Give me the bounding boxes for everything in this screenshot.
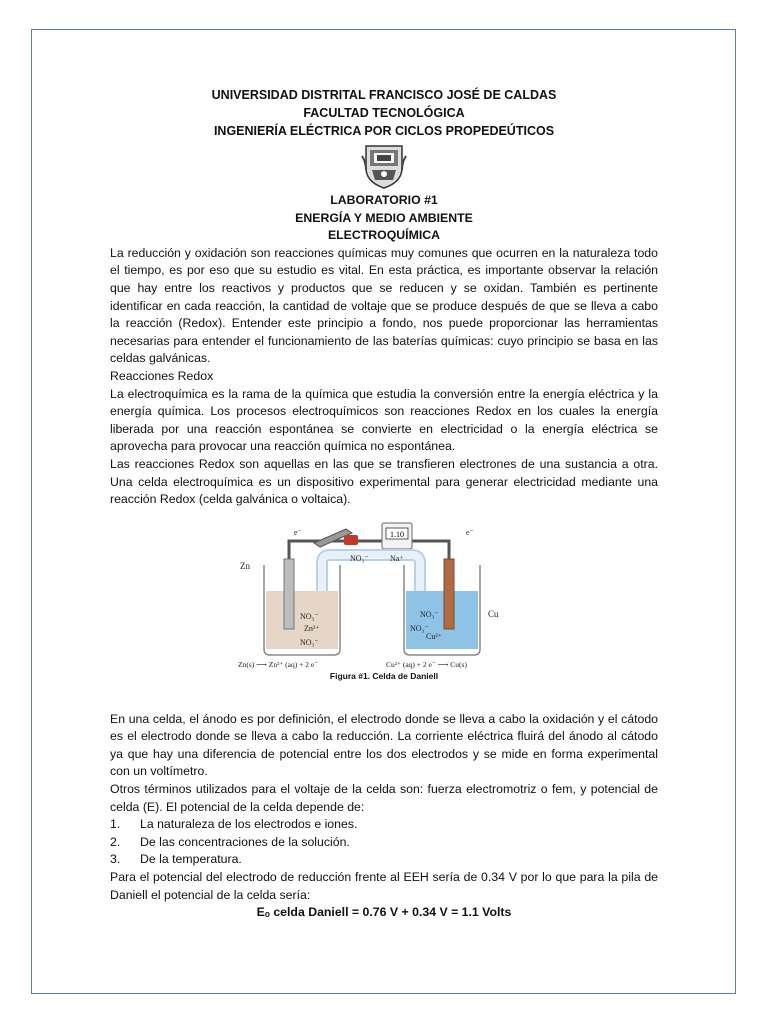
equation-cathode: Cu²⁺ (aq) + 2 e⁻ ⟶ Cu(s) bbox=[386, 659, 467, 669]
list-number: 3. bbox=[110, 852, 121, 867]
lab-topic: ELECTROQUÍMICA bbox=[327, 228, 441, 243]
daniell-cell-diagram bbox=[234, 521, 534, 669]
figure-caption: Figura #1. Celda de Daniell bbox=[329, 670, 439, 681]
list-text: De la temperatura. bbox=[140, 852, 242, 867]
electrochemistry-paragraph: La electroquímica es la rama de la química que estudia la conversión entre la energía eléctrica y la energía química. Los procesos electroquímicos son reacciones Redox en los cuales la energía liberada por una reacción espontánea se convierte en electricidad o la energía eléctrica se aprovecha para provocar una reacción química no espontánea. bbox=[110, 386, 658, 454]
copper-solution bbox=[406, 591, 478, 649]
list-text: La naturaleza de los electrodos e iones. bbox=[140, 817, 358, 832]
label-na: Na⁺ bbox=[390, 553, 404, 563]
university-name: UNIVERSIDAD DISTRITAL FRANCISCO JOSÉ DE CALDAS bbox=[211, 88, 557, 102]
redox-definition-paragraph: Las reacciones Redox son aquellas en las que se transfieren electrones de una sustancia a otra. Una celda electroquímica es un dispositivo experimental para generar electricidad mediante una reacción Redox (celda galvánica o voltaica). bbox=[110, 456, 658, 507]
copper-electrode bbox=[444, 559, 454, 629]
list-number: 1. bbox=[110, 817, 121, 832]
lab-number: LABORATORIO #1 bbox=[330, 193, 438, 207]
label-e-right: e⁻ bbox=[466, 527, 474, 537]
label-zn2: Zn²⁺ bbox=[304, 623, 320, 633]
label-cu: Cu bbox=[488, 608, 499, 619]
label-e-left: e⁻ bbox=[294, 527, 302, 537]
terms-paragraph: Otros términos utilizados para el voltaje de la celda son: fuerza electromotriz o fem, y potencial de celda (E). El potencial de la celda depende de: bbox=[110, 782, 658, 814]
switch-handle-icon bbox=[344, 535, 358, 545]
program-name: INGENIERÍA ELÉCTRICA POR CICLOS PROPEDEÚTICOS bbox=[213, 124, 555, 138]
cell-paragraph: En una celda, el ánodo es por definición, el electrodo donde se lleva a cabo la oxidación y el cátodo es el electrodo donde se lleva a cabo la reducción. La corriente eléctrica fluirá del ánodo al cátodo ya que hay una diferencia de potencial entre los dos electrodos y se mide en forma experimental con un voltímetro. bbox=[110, 711, 658, 779]
equation-anode: Zn(s) ⟶ Zn²⁺ (aq) + 2 e⁻ bbox=[238, 659, 319, 669]
cell-potential-formula bbox=[110, 904, 658, 922]
formula-symbol: Eₒ bbox=[256, 905, 270, 920]
label-zn: Zn bbox=[240, 560, 250, 571]
label-no3-left-2: NO₃⁻ bbox=[300, 637, 319, 647]
eeh-paragraph: Para el potencial del electrodo de reducción frente al EEH sería de 0.34 V por lo que para la pila de Daniell el potencial de la celda sería: bbox=[110, 870, 658, 902]
list-item bbox=[110, 851, 658, 869]
label-cu2: Cu²⁺ bbox=[426, 631, 442, 641]
document-body bbox=[110, 86, 658, 922]
formula-expression: celda Daniell = 0.76 V + 0.34 V = 1.1 Volts bbox=[269, 905, 512, 920]
label-no3-left-1: NO₃⁻ bbox=[300, 611, 319, 621]
list-item bbox=[110, 834, 658, 852]
list-text: De las concentraciones de la solución. bbox=[140, 834, 350, 849]
zinc-electrode bbox=[284, 559, 294, 629]
list-item bbox=[110, 816, 658, 834]
voltmeter-reading: 1.10 bbox=[390, 529, 404, 539]
label-no3-bridge: NO₃⁻ bbox=[350, 553, 369, 563]
list-number: 2. bbox=[110, 834, 121, 849]
daniell-cell-figure bbox=[234, 521, 534, 669]
label-no3-right-1: NO₃⁻ bbox=[420, 609, 439, 619]
course-name: ENERGÍA Y MEDIO AMBIENTE bbox=[295, 210, 473, 225]
intro-paragraph: La reducción y oxidación son reacciones químicas muy comunes que ocurren en la naturaleza todo el tiempo, es por eso que su estudio es vital. En esta práctica, es importante observar la relación que hay entre los reactivos y productos que se reducen y se oxidan. También es pertinente identificar en cada reacción, la cantidad de voltaje que se produce después de que se lleva a cabo la reacción (Redox). Entender este principio a fondo, nos puede proporcionar las herramientas necesarias para entender el funcionamiento de las baterías químicas: cuyo principio se basa en las celdas galvánicas. bbox=[110, 245, 658, 366]
dependency-list bbox=[110, 816, 658, 869]
label-no3-right-2: NO₃⁻ bbox=[410, 623, 429, 633]
section-heading-redox: Reacciones Redox bbox=[110, 368, 214, 383]
university-crest-logo bbox=[360, 142, 408, 190]
faculty-name: FACULTAD TECNOLÓGICA bbox=[303, 106, 465, 120]
